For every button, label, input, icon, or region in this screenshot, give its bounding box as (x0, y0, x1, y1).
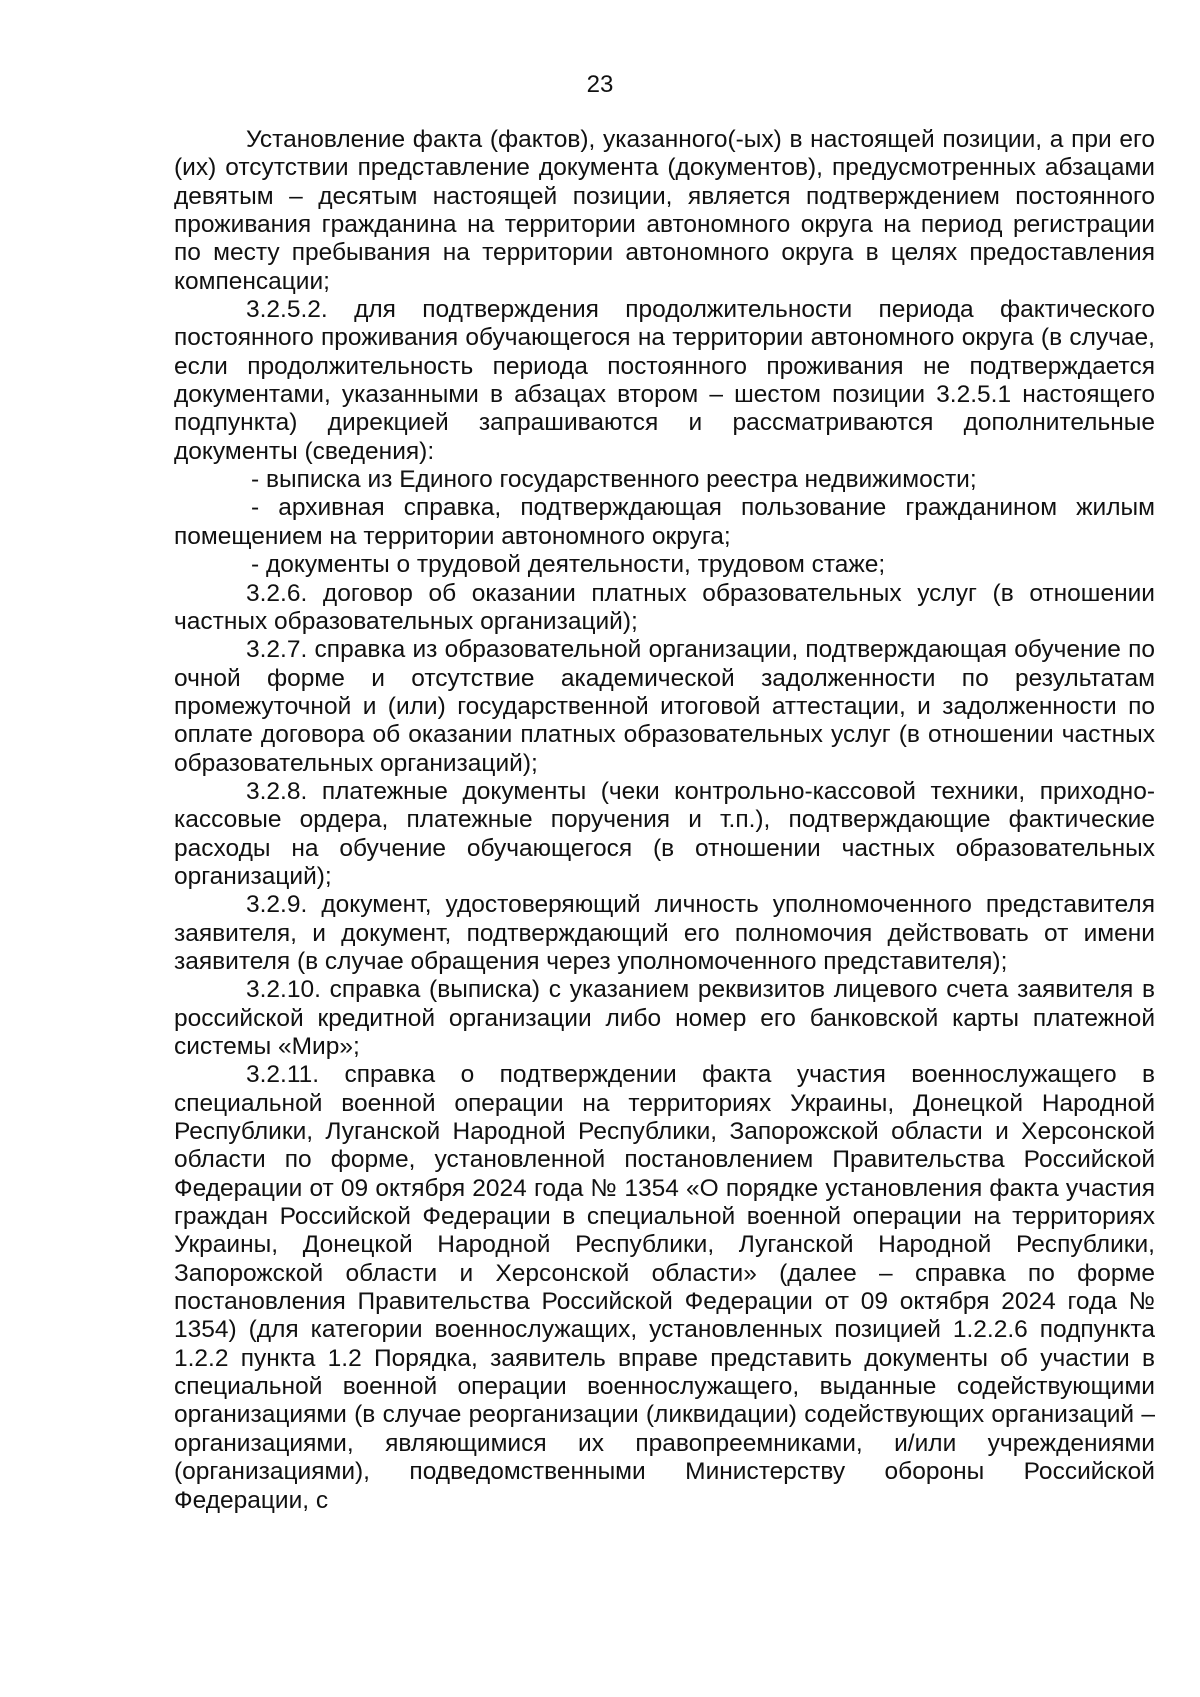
paragraph: 3.2.11. справка о подтверждении факта участия военнослужащего в специальной военной операции на территориях Украины, Донецкой Народной Республики, Луганской Народной Республики, Запорожской области и Херсонской области по форме, установленной постановлением Правительства Российской Федерации от 09 октября 2024 года № 1354 «О порядке установления факта участия граждан Российской Федерации в специальной военной операции на территориях Украины, Донецкой Народной Республики, Луганской Народной Республики, Запорожской области и Херсонской области» (далее – справка по форме постановления Правительства Российской Федерации от 09 октября 2024 года № 1354) (для категории военнослужащих, установленных позицией 1.2.2.6 подпункта 1.2.2 пункта 1.2 Порядка, заявитель вправе представить документы об участии в специальной военной операции военнослужащего, выданные содействующими организациями (в случае реорганизации (ликвидации) содействующих организаций – организациями, являющимися их правопреемниками, и/или учреждениями (организациями), подведомственными Министерству обороны Российской Федерации, с (174, 1061, 1155, 1514)
list-item: - архивная справка, подтверждающая пользование гражданином жилым помещением на территории автономного округа; (174, 494, 1155, 550)
paragraph: 3.2.7. справка из образовательной организации, подтверждающая обучение по очной форме и отсутствие академической задолженности по результатам промежуточной и (или) государственной итоговой аттестации, и задолженности по оплате договора об оказании платных образовательных услуг (в отношении частных образовательных организаций); (174, 636, 1155, 777)
paragraph: 3.2.10. справка (выписка) с указанием реквизитов лицевого счета заявителя в российской кредитной организации либо номер его банковской карты платежной системы «Мир»; (174, 976, 1155, 1060)
paragraph: Установление факта (фактов), указанного(-ых) в настоящей позиции, а при его (их) отсутствии представление документа (документов), предусмотренных абзацами девятым – десятым настоящей позиции, является подтверждением постоянного проживания гражданина на территории автономного округа на период регистрации по месту пребывания на территории автономного округа в целях предоставления компенсации; (174, 126, 1155, 295)
paragraph: 3.2.6. договор об оказании платных образовательных услуг (в отношении частных образовательных организаций); (174, 579, 1155, 635)
page-body (174, 126, 1155, 1515)
paragraph: 3.2.9. документ, удостоверяющий личность уполномоченного представителя заявителя, и документ, подтверждающий его полномочия действовать от имени заявителя (в случае обращения через уполномоченного представителя); (174, 891, 1155, 975)
page-number: 23 (586, 71, 614, 98)
list-item: - выписка из Единого государственного реестра недвижимости; (251, 466, 977, 494)
list-item: - документы о трудовой деятельности, трудовом стаже; (251, 551, 886, 579)
paragraph: 3.2.8. платежные документы (чеки контрольно-кассовой техники, приходно-кассовые ордера, платежные поручения и т.п.), подтверждающие фактические расходы на обучение обучающегося (в отношении частных образовательных организаций); (174, 777, 1155, 890)
paragraph: 3.2.5.2. для подтверждения продолжительности периода фактического постоянного проживания обучающегося на территории автономного округа (в случае, если продолжительность периода постоянного проживания не подтверждается документами, указанными в абзацах втором – шестом позиции 3.2.5.1 настоящего подпункта) дирекцией запрашиваются и рассматриваются дополнительные документы (сведения): (174, 296, 1155, 465)
